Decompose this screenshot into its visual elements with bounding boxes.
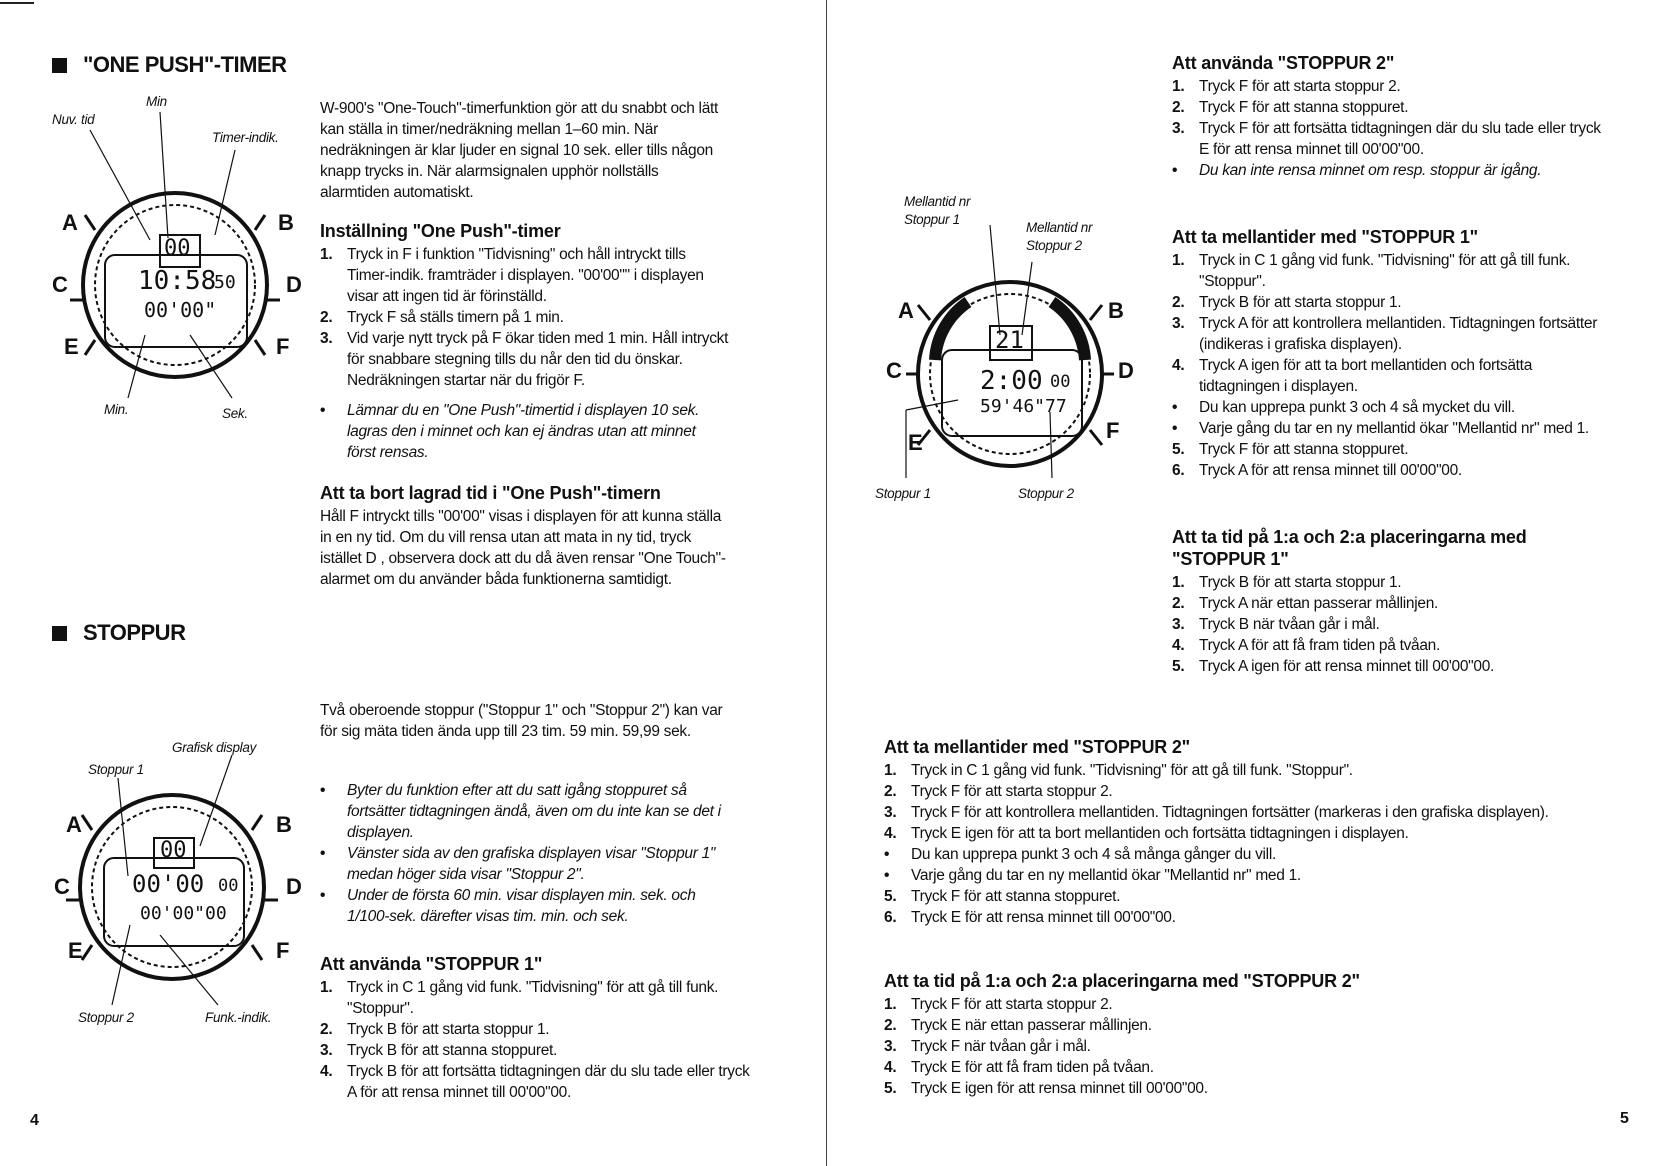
onepush-setting-title: Inställning "One Push"-timer — [320, 221, 561, 241]
onepush-remove-text: Håll F intryckt tills "00'00" visas i displayen för att kunna ställa in en ny tid. Om du vill rensa utan att mata in ny tid, tryck istället D , observera dock att du då även rensar "One Touch"-alarmet om du använder båda funktionerna samtidigt. — [320, 508, 726, 588]
key-d: D — [286, 874, 302, 899]
step-number: 4. — [884, 825, 897, 842]
step-number: 1. — [884, 996, 897, 1013]
list-item — [1172, 614, 1612, 635]
label-sek: Sek. — [222, 406, 248, 421]
list-item — [884, 760, 1604, 781]
list-item — [884, 844, 1604, 865]
step-number: 2. — [1172, 99, 1185, 116]
step-text: Tryck E igen för att rensa minnet till 00'00"00. — [911, 1080, 1208, 1097]
list-item — [320, 843, 740, 885]
list-item — [1172, 460, 1612, 481]
label-stoppur1-top: Stoppur 1 — [904, 212, 960, 227]
bullet-text: Under de första 60 min. visar displayen min. sek. och 1/100-sek. därefter visas tim. min. och sek. — [347, 887, 696, 925]
step-number: 5. — [1172, 658, 1185, 675]
list-item — [884, 886, 1604, 907]
step-number: 2. — [1172, 294, 1185, 311]
step-number: 3. — [320, 1042, 333, 1059]
step-text: Tryck A för att rensa minnet till 00'00"00. — [1199, 462, 1462, 479]
page-number-left: 4 — [30, 1112, 39, 1129]
key-a: A — [62, 210, 78, 235]
stoppur-intro-text: Två oberoende stoppur ("Stoppur 1" och "Stoppur 2") kan var för sig mäta tiden ända upp till 23 tim. 59 min. 59,99 sek. — [320, 702, 723, 740]
step-text: Tryck B för att fortsätta tidtagningen där du slu tade eller tryck A för att rensa minnet till 00'00"00. — [347, 1063, 750, 1101]
step-text: Tryck F när tvåan går i mål. — [911, 1038, 1091, 1055]
lcd-main-sec: 00 — [1050, 372, 1071, 392]
step-text: Tryck A när ettan passerar mållinjen. — [1199, 595, 1439, 612]
bullet-icon: • — [1172, 399, 1178, 416]
list-item — [884, 1015, 1604, 1036]
list-item — [884, 781, 1604, 802]
label-min-bottom: Min. — [104, 402, 129, 417]
step-text: Tryck A för att kontrollera mellantiden. Tidtagningen fortsätter (indikeras i grafiska displayen). — [1199, 315, 1598, 353]
step-number: 4. — [1172, 637, 1185, 654]
label-funk-indik: Funk.-indik. — [205, 1010, 272, 1025]
step-number: 1. — [1172, 78, 1185, 95]
step-text: Tryck B när tvåan går i mål. — [1199, 616, 1380, 633]
key-f: F — [1106, 418, 1120, 443]
list-item — [320, 885, 740, 927]
lcd-top: 21 — [995, 326, 1024, 354]
step-number: 1. — [320, 979, 333, 996]
key-d: D — [286, 272, 302, 297]
step-number: 2. — [1172, 595, 1185, 612]
step-text: Tryck F för att stanna stoppuret. — [1199, 99, 1409, 116]
lcd-top: 00 — [160, 838, 187, 863]
stoppur-bullets — [320, 780, 740, 927]
label-stoppur2-top: Stoppur 2 — [1026, 238, 1082, 253]
step-text: Tryck F för att stanna stoppuret. — [911, 888, 1121, 905]
bullet-icon: • — [1172, 162, 1178, 179]
key-f: F — [276, 334, 290, 359]
stoppur1-place-section — [1172, 526, 1612, 677]
step-text: Vid varje nytt tryck på F ökar tiden med 1 min. Håll intryckt för snabbare stegning tills du når den tid du önskar. Nedräkningen startar när du frigör F. — [347, 330, 729, 389]
step-text: Varje gång du tar en ny mellantid ökar "Mellantid nr" med 1. — [911, 867, 1301, 884]
stoppur-intro — [320, 700, 740, 742]
step-text: Tryck A för att få fram tiden på tvåan. — [1199, 637, 1441, 654]
bullet-icon: • — [320, 402, 326, 419]
list-item — [320, 780, 740, 843]
list-item — [320, 1061, 750, 1103]
stoppur2-use-title: Att använda "STOPPUR 2" — [1172, 53, 1395, 73]
list-item — [1172, 250, 1612, 292]
key-f: F — [276, 938, 290, 963]
stoppur1-split-section — [1172, 226, 1612, 481]
step-number: 2. — [320, 309, 333, 326]
label-stoppur1-bottom: Stoppur 1 — [875, 486, 931, 501]
step-number: 4. — [320, 1063, 333, 1080]
step-text: Tryck F för att starta stoppur 2. — [911, 783, 1113, 800]
step-text: Tryck F för att starta stoppur 2. — [911, 996, 1113, 1013]
step-number: 2. — [320, 1021, 333, 1038]
step-text: Du kan inte rensa minnet om resp. stoppur är igång. — [1199, 162, 1542, 179]
stoppur2-place-title: Att ta tid på 1:a och 2:a placeringarna med "STOPPUR 2" — [884, 971, 1360, 991]
list-item — [884, 823, 1604, 844]
step-number: 3. — [1172, 616, 1185, 633]
step-number: 5. — [884, 888, 897, 905]
key-c: C — [52, 272, 68, 297]
key-e: E — [908, 430, 923, 455]
note-text: Lämnar du en "One Push"-timertid i displayen 10 sek. lagras den i minnet och kan ej ändras utan att minnet först rensas. — [347, 402, 700, 461]
lcd-top: 00 — [164, 236, 191, 261]
list-item — [1172, 418, 1612, 439]
step-text: Tryck E för att få fram tiden på tvåan. — [911, 1059, 1154, 1076]
key-a: A — [898, 298, 914, 323]
lcd-main: 00'00 — [132, 870, 205, 898]
step-text: Tryck B för att stanna stoppuret. — [347, 1042, 558, 1059]
onepush-intro-text: W-900's "One-Touch"-timerfunktion gör att du snabbt och lätt kan ställa in timer/nedräkning mellan 1–60 min. När nedräkningen är klar ljuder en signal 10 sek. eller tills någon knapp trycks in. När alarmsignalen upphör nollställs alarmtiden automatiskt. — [320, 100, 719, 201]
bullet-icon: • — [320, 845, 326, 862]
lcd-bottom: 00'00"00 — [140, 903, 227, 924]
step-text: Varje gång du tar en ny mellantid ökar "Mellantid nr" med 1. — [1199, 420, 1589, 437]
label-nuv-tid: Nuv. tid — [52, 112, 95, 127]
list-item — [1172, 160, 1612, 181]
stoppur1-place-title: Att ta tid på 1:a och 2:a placeringarna med "STOPPUR 1" — [1172, 527, 1527, 569]
stoppur2-place-section — [884, 970, 1604, 1099]
list-item — [884, 994, 1604, 1015]
step-text: Tryck F för att kontrollera mellantiden. Tidtagningen fortsätter (markeras i den grafiska displayen). — [911, 804, 1549, 821]
step-number: 4. — [884, 1059, 897, 1076]
step-text: Tryck B för att starta stoppur 1. — [1199, 294, 1402, 311]
step-text: Tryck in C 1 gång vid funk. "Tidvisning" för att gå till funk. "Stoppur". — [347, 979, 719, 1017]
step-number: 1. — [1172, 574, 1185, 591]
key-c: C — [54, 874, 70, 899]
stoppur1-use-title: Att använda "STOPPUR 1" — [320, 954, 543, 974]
label-mellantid2: Mellantid nr — [1026, 220, 1093, 235]
page-number-right: 5 — [1620, 1110, 1629, 1127]
list-item — [1172, 397, 1612, 418]
list-item — [1172, 313, 1612, 355]
step-number: 1. — [1172, 252, 1185, 269]
step-text: Tryck E igen för att ta bort mellantiden och fortsätta tidtagningen i displayen. — [911, 825, 1409, 842]
lcd-bottom: 00'00" — [144, 298, 217, 322]
stoppur2-split-section — [884, 736, 1604, 928]
step-number: 3. — [320, 330, 333, 347]
step-number: 6. — [884, 909, 897, 926]
label-mellantid1: Mellantid nr — [904, 194, 971, 209]
lcd-bottom: 59'46"77 — [980, 396, 1067, 417]
step-text: Tryck A igen för att ta bort mellantiden och fortsätta tidtagningen i displayen. — [1199, 357, 1533, 395]
step-text: Tryck F så ställs timern på 1 min. — [347, 309, 564, 326]
key-d: D — [1118, 358, 1134, 383]
step-number: 3. — [884, 804, 897, 821]
key-e: E — [68, 938, 83, 963]
list-item — [884, 1078, 1604, 1099]
list-item — [1172, 593, 1612, 614]
list-item — [1172, 439, 1612, 460]
stoppur-title: STOPPUR — [83, 620, 186, 645]
key-a: A — [66, 812, 82, 837]
step-text: Tryck in C 1 gång vid funk. "Tidvisning" för att gå till funk. "Stoppur". — [911, 762, 1353, 779]
label-stoppur2: Stoppur 2 — [78, 1010, 134, 1025]
list-item — [1172, 118, 1612, 160]
step-number: 5. — [1172, 441, 1185, 458]
step-number: 3. — [884, 1038, 897, 1055]
list-item — [1172, 292, 1612, 313]
stoppur1-split-title: Att ta mellantider med "STOPPUR 1" — [1172, 227, 1479, 247]
list-item — [320, 977, 750, 1019]
list-item — [884, 802, 1604, 823]
key-b: B — [278, 210, 294, 235]
bullet-icon: • — [320, 782, 326, 799]
step-text: Du kan upprepa punkt 3 och 4 så mycket du vill. — [1199, 399, 1515, 416]
key-c: C — [886, 358, 902, 383]
stoppur1-use-section — [320, 953, 750, 1103]
bullet-text: Byter du funktion efter att du satt igång stoppuret så fortsätter tidtagningen ändå, även om du inte kan se det i displayen. — [347, 782, 721, 841]
label-stoppur1: Stoppur 1 — [88, 762, 144, 777]
stoppur2-split-title: Att ta mellantider med "STOPPUR 2" — [884, 737, 1191, 757]
step-number: 4. — [1172, 357, 1185, 374]
list-item — [1172, 355, 1612, 397]
step-number: 3. — [1172, 120, 1185, 137]
list-item — [320, 1019, 750, 1040]
step-text: Tryck A igen för att rensa minnet till 00'00"00. — [1199, 658, 1495, 675]
key-b: B — [276, 812, 292, 837]
step-text: Tryck F för att fortsätta tidtagningen där du slu tade eller tryck E för att rensa minnet till 00'00"00. — [1199, 120, 1601, 158]
list-item — [1172, 572, 1612, 593]
step-number: 3. — [1172, 315, 1185, 332]
list-item — [884, 1057, 1604, 1078]
step-number: 1. — [320, 246, 333, 263]
step-text: Tryck in F i funktion "Tidvisning" och håll intryckt tills Timer-indik. framträder i displayen. "00'00"" i displayen visar att ingen tid är förinställd. — [347, 246, 704, 305]
key-b: B — [1108, 298, 1124, 323]
list-item — [884, 1036, 1604, 1057]
step-text: Du kan upprepa punkt 3 och 4 så många gånger du vill. — [911, 846, 1276, 863]
list-item — [1172, 635, 1612, 656]
step-text: Tryck F för att stanna stoppuret. — [1199, 441, 1409, 458]
stoppur2-use-section — [1172, 52, 1612, 181]
list-item — [1172, 656, 1612, 677]
bullet-text: Vänster sida av den grafiska displayen visar "Stoppur 1" medan höger sida visar "Stoppur 2". — [347, 845, 716, 883]
lcd-main-sec: 00 — [218, 876, 239, 896]
list-item — [320, 1040, 750, 1061]
step-text: Tryck in C 1 gång vid funk. "Tidvisning" för att gå till funk. "Stoppur". — [1199, 252, 1571, 290]
key-e: E — [64, 334, 79, 359]
label-grafisk-display: Grafisk display — [172, 740, 257, 755]
step-text: Tryck E för att rensa minnet till 00'00"00. — [911, 909, 1176, 926]
step-number: 5. — [884, 1080, 897, 1097]
step-text: Tryck E när ettan passerar mållinjen. — [911, 1017, 1152, 1034]
list-item — [884, 907, 1604, 928]
lcd-main-sec: 50 — [214, 272, 236, 293]
bullet-icon: • — [884, 846, 890, 863]
lcd-main: 10:58 — [138, 266, 217, 296]
list-item — [1172, 97, 1612, 118]
list-item — [1172, 76, 1612, 97]
label-stoppur2-bottom: Stoppur 2 — [1018, 486, 1074, 501]
onepush-title: "ONE PUSH"-TIMER — [83, 52, 287, 77]
step-text: Tryck B för att starta stoppur 1. — [347, 1021, 550, 1038]
step-number: 1. — [884, 762, 897, 779]
step-number: 6. — [1172, 462, 1185, 479]
step-number: 2. — [884, 1017, 897, 1034]
bullet-icon: • — [1172, 420, 1178, 437]
bullet-icon: • — [884, 867, 890, 884]
lcd-main: 2:00 — [980, 366, 1043, 396]
step-number: 2. — [884, 783, 897, 800]
onepush-remove-title: Att ta bort lagrad tid i "One Push"-timern — [320, 483, 661, 503]
bullet-icon: • — [320, 887, 326, 904]
step-text: Tryck F för att starta stoppur 2. — [1199, 78, 1401, 95]
list-item — [884, 865, 1604, 886]
step-text: Tryck B för att starta stoppur 1. — [1199, 574, 1402, 591]
label-timer-indik: Timer-indik. — [212, 130, 279, 145]
label-min-top: Min — [146, 94, 167, 109]
